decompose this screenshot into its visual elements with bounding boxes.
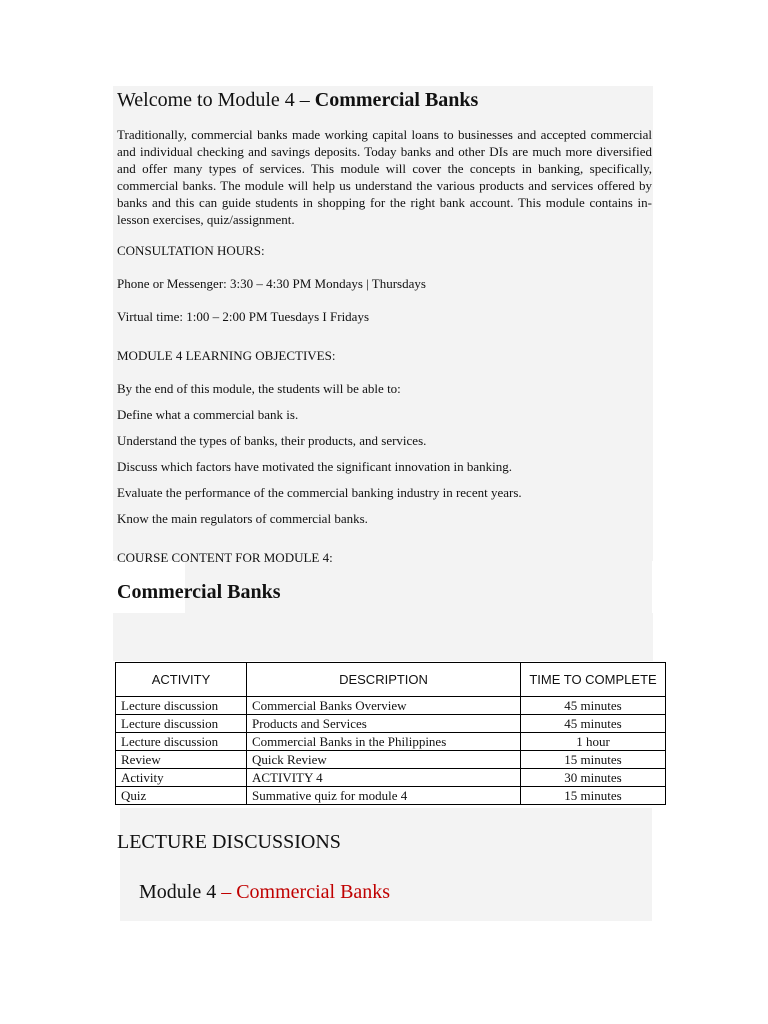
cell-activity: Lecture discussion [116, 697, 247, 715]
module-title-prefix: Welcome to Module 4 – [117, 89, 315, 111]
column-header-description: DESCRIPTION [247, 663, 521, 697]
cell-time: 1 hour [521, 733, 666, 751]
cell-time: 45 minutes [521, 715, 666, 733]
column-header-activity: ACTIVITY [116, 663, 247, 697]
table-row [116, 733, 666, 751]
objectives-label: MODULE 4 LEARNING OBJECTIVES: [117, 348, 336, 363]
activity-table [115, 662, 666, 805]
consultation-phone: Phone or Messenger: 3:30 – 4:30 PM Mondays | Thursdays [117, 276, 426, 291]
module-subheading [139, 880, 390, 904]
cell-description: ACTIVITY 4 [247, 769, 521, 787]
table-row [116, 769, 666, 787]
column-header-time: TIME TO COMPLETE [521, 663, 666, 697]
cell-description: Products and Services [247, 715, 521, 733]
cell-time: 30 minutes [521, 769, 666, 787]
document-body [117, 86, 652, 616]
course-content-label: COURSE CONTENT FOR MODULE 4: [117, 550, 333, 565]
consultation-label: CONSULTATION HOURS: [117, 243, 265, 258]
objective-item: Understand the types of banks, their products, and services. [117, 433, 427, 448]
page-shade-bottom [120, 808, 652, 921]
consultation-virtual: Virtual time: 1:00 – 2:00 PM Tuesdays I Fridays [117, 309, 370, 324]
table-row [116, 697, 666, 715]
cell-description: Commercial Banks in the Philippines [247, 733, 521, 751]
module-title-emphasis: Commercial Banks [314, 89, 479, 111]
module-subheading-prefix: Module 4 [139, 881, 222, 903]
cell-activity: Lecture discussion [116, 715, 247, 733]
cell-activity: Activity [116, 769, 247, 787]
cell-description: Quick Review [247, 751, 521, 769]
intro-paragraph: Traditionally, commercial banks made working capital loans to businesses and accepted commercial and individual checking and savings deposits. Today banks and other DIs are much more diversified and offer many types of services. This module will cover the concepts in banking, specifically, commercial banks. The module will help us understand the various products and services offered by banks and this can guide students in shopping for the right bank account. This module contains in-lesson exercises, quiz/assignment. [117, 127, 652, 227]
objectives-lead: By the end of this module, the students will be able to: [117, 381, 401, 396]
cell-activity: Quiz [116, 787, 247, 805]
cell-time: 45 minutes [521, 697, 666, 715]
lecture-discussions-heading: LECTURE DISCUSSIONS [117, 831, 341, 853]
module-subheading-emphasis: – Commercial Banks [221, 881, 391, 903]
learning-objectives [117, 347, 652, 527]
table-header-row [116, 663, 666, 697]
page-shade-lower [113, 613, 653, 661]
objective-item: Evaluate the performance of the commercial banking industry in recent years. [117, 485, 522, 500]
cell-activity: Review [116, 751, 247, 769]
cell-description: Summative quiz for module 4 [247, 787, 521, 805]
objective-item: Discuss which factors have motivated the significant innovation in banking. [117, 459, 512, 474]
objective-item: Know the main regulators of commercial banks. [117, 511, 368, 526]
table-row [116, 715, 666, 733]
cell-description: Commercial Banks Overview [247, 697, 521, 715]
table-row [116, 751, 666, 769]
objective-item: Define what a commercial bank is. [117, 407, 299, 422]
module-title [117, 86, 652, 114]
cell-time: 15 minutes [521, 751, 666, 769]
table-row [116, 787, 666, 805]
course-title: Commercial Banks [117, 581, 281, 603]
cell-activity: Lecture discussion [116, 733, 247, 751]
cell-time: 15 minutes [521, 787, 666, 805]
